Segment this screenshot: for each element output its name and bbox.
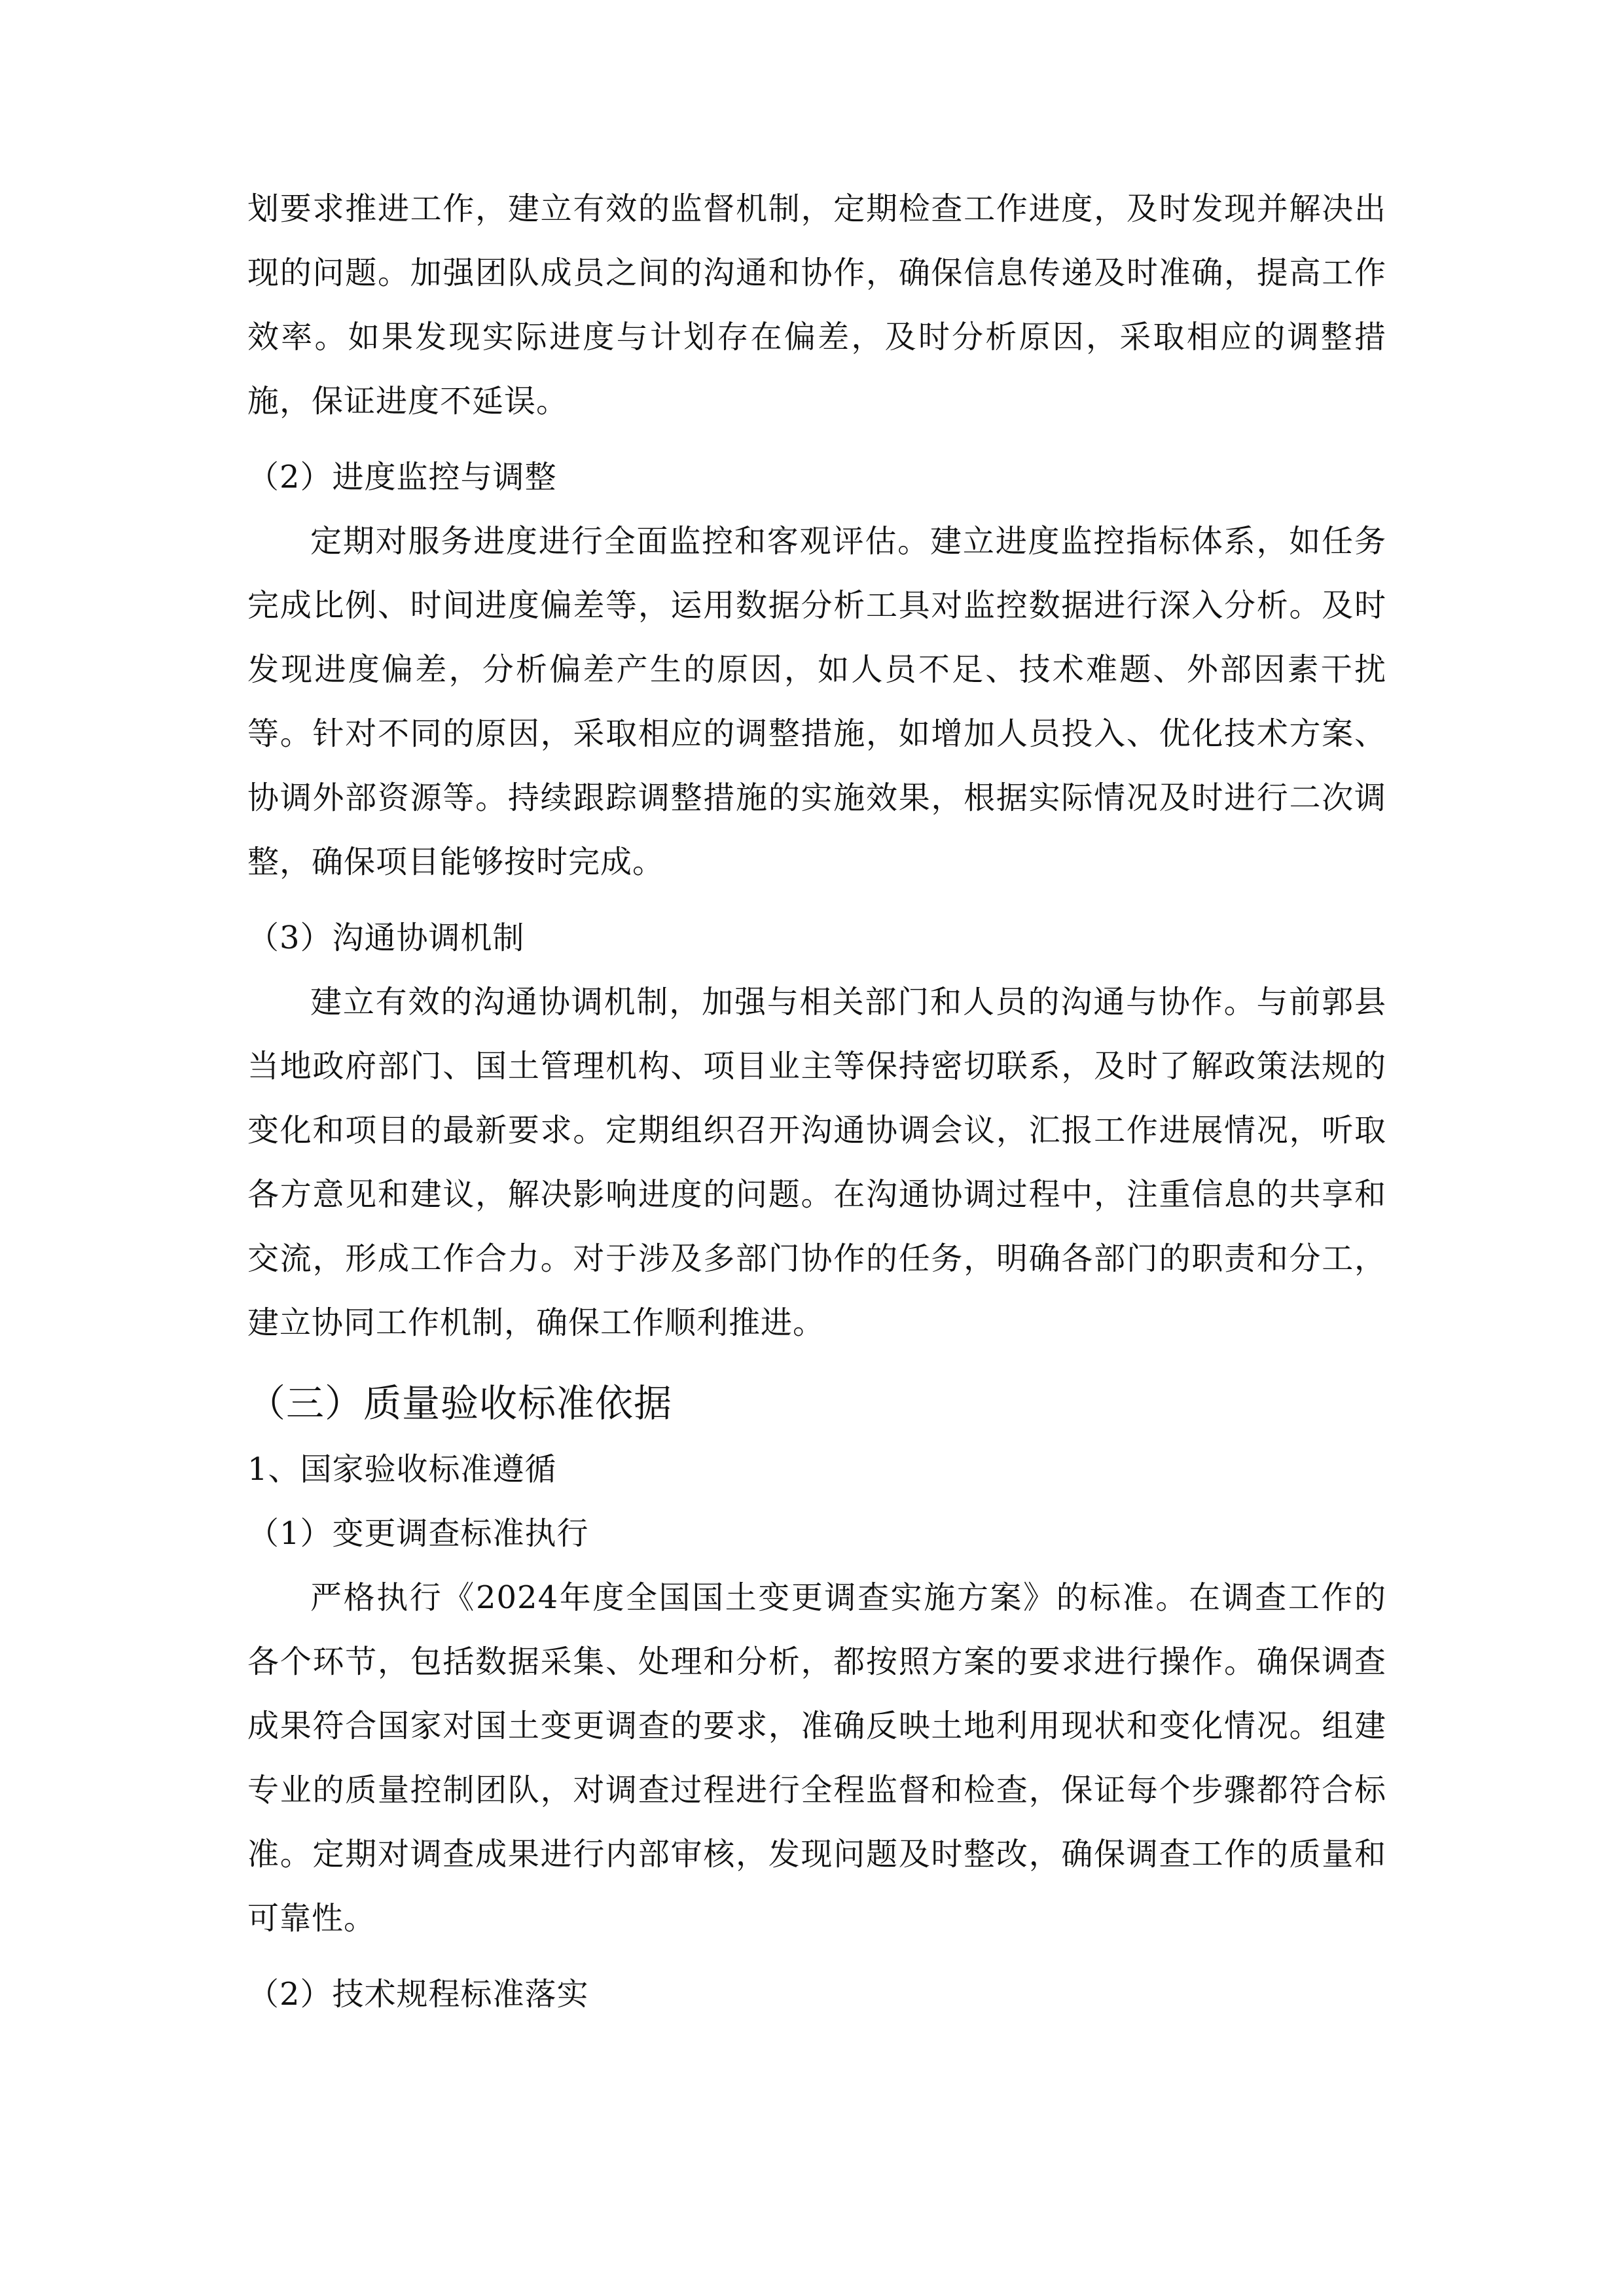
section-heading-quality-acceptance: （三）质量验收标准依据 bbox=[247, 1381, 673, 1426]
subheading-change-survey-standards: （1）变更调查标准执行 bbox=[247, 1515, 589, 1552]
subheading-communication-mechanism: （3）沟通协调机制 bbox=[247, 920, 525, 956]
paragraph-change-survey-standards: 严格执行《2024年度全国国土变更调查实施方案》的标准。在调查工作的各个环节，包括数据采集、处理和分析，都按照方案的要求进行操作。确保调查成果符合国家对国土变更调查的要求，准确反映土地利用现状和变化情况。组建专业的质量控制团队，对调查过程进行全程监督和检查，保证每个步骤都符合标准。定期对调查成果进行内部审核，发现问题及时整改，确保调查工作的质量和可靠性。 bbox=[247, 1579, 1386, 1937]
subheading-technical-rules: （2）技术规程标准落实 bbox=[247, 1976, 589, 2013]
paragraph-work-progress-continued: 划要求推进工作，建立有效的监督机制，定期检查工作进度，及时发现并解决出现的问题。加强团队成员之间的沟通和协作，确保信息传递及时准确，提高工作效率。如果发现实际进度与计划存在偏差，及时分析原因，采取相应的调整措施，保证进度不延误。 bbox=[247, 190, 1386, 420]
paragraph-communication-mechanism: 建立有效的沟通协调机制，加强与相关部门和人员的沟通与协作。与前郭县当地政府部门、国土管理机构、项目业主等保持密切联系，及时了解政策法规的变化和项目的最新要求。定期组织召开沟通协调会议，汇报工作进展情况，听取各方意见和建议，解决影响进度的问题。在沟通协调过程中，注重信息的共享和交流，形成工作合力。对于涉及多部门协作的任务，明确各部门的职责和分工，建立协同工作机制，确保工作顺利推进。 bbox=[247, 984, 1386, 1341]
document-body bbox=[247, 177, 1386, 2026]
paragraph-progress-monitoring: 定期对服务进度进行全面监控和客观评估。建立进度监控指标体系，如任务完成比例、时间进度偏差等，运用数据分析工具对监控数据进行深入分析。及时发现进度偏差，分析偏差产生的原因，如人员不足、技术难题、外部因素干扰等。针对不同的原因，采取相应的调整措施，如增加人员投入、优化技术方案、协调外部资源等。持续跟踪调整措施的实施效果，根据实际情况及时进行二次调整，确保项目能够按时完成。 bbox=[247, 523, 1386, 880]
subheading-progress-monitoring: （2）进度监控与调整 bbox=[247, 459, 557, 495]
subheading-national-standards: 1、国家验收标准遵循 bbox=[247, 1451, 557, 1488]
